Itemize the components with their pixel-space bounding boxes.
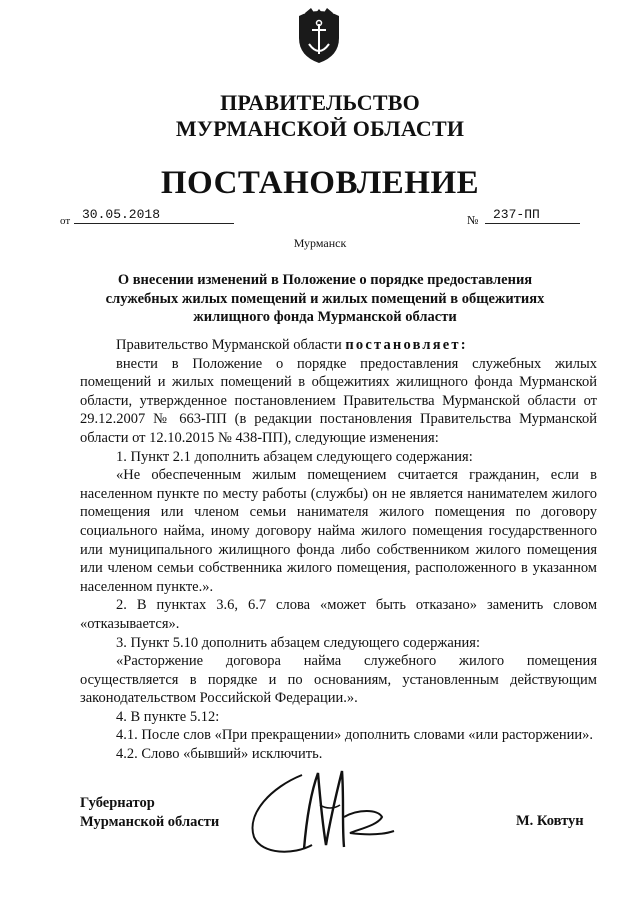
document-body <box>80 336 597 764</box>
paragraph-main: внести в Положение о порядке предоставления служебных жилых помещений и жилых помещений в общежитиях жилищного фонда Мурманской области, утвержденное постановлением Правительства Мурманской области от 29.12.2007 № 663-ПП (в редакции постановления Правительства Мурманской области от 12.10.2015 № 438-ПП), следующие изменения: <box>80 355 597 446</box>
intro-paragraph <box>80 336 597 355</box>
item-4: 4. В пункте 5.12: <box>116 708 220 725</box>
intro-prefix: Правительство Мурманской области <box>116 337 346 353</box>
document-subject <box>90 271 560 327</box>
subject-line-2: служебных жилых помещений и жилых помещений в общежитиях <box>105 290 545 307</box>
quote-1: «Не обеспеченным жилым помещением считается гражданин, если в населенном пункте по месту работы (службы) он не является нанимателем жилого помещения или членом семьи нанимателя жилого помещения по договору социального найма, иному договору найма жилого помещения государственного или муниципального жилищного фонда либо собственником жилого помещения или членом семьи собственника жилого помещения, расположенного в указанном населенном пункте.». <box>80 467 597 595</box>
subject-line-3: жилищного фонда Мурманской области <box>193 309 457 325</box>
coat-of-arms-icon <box>297 8 341 64</box>
intro-verb: постановляет: <box>345 337 468 353</box>
organization-name <box>0 90 640 142</box>
signatory-title <box>80 794 219 832</box>
item-4-1: 4.1. После слов «При прекращении» дополнить словами «или расторжении». <box>116 727 594 744</box>
signatory-title-line-2: Мурманской области <box>80 814 220 830</box>
item-4-2: 4.2. Слово «бывший» исключить. <box>116 746 323 763</box>
org-line-1: ПРАВИТЕЛЬСТВО <box>220 90 420 115</box>
handwritten-signature <box>232 765 422 857</box>
signatory-name: М. Ковтун <box>516 813 584 829</box>
org-line-2: МУРМАНСКОЙ ОБЛАСТИ <box>175 116 465 141</box>
document-type: ПОСТАНОВЛЕНИЕ <box>160 165 480 201</box>
document-meta-row <box>60 207 580 229</box>
city: Мурманск <box>293 236 347 250</box>
subject-line-1: О внесении изменений в Положение о порядке предоставления <box>117 272 533 288</box>
item-2: 2. В пунктах 3.6, 6.7 слова «может быть отказано» заменить словом «отказывается». <box>80 597 597 632</box>
item-3: 3. Пункт 5.10 дополнить абзацем следующего содержания: <box>116 634 480 651</box>
quote-3: «Расторжение договора найма служебного жилого помещения осуществляется в порядке и по основаниям, установленным действующим законодательством Российской Федерации.». <box>80 653 597 707</box>
signatory-title-line-1: Губернатор <box>80 795 155 811</box>
number-label: № <box>467 213 479 227</box>
date-label: от <box>60 215 71 227</box>
item-1: 1. Пункт 2.1 дополнить абзацем следующего содержания: <box>116 448 473 465</box>
document-number: 237-ПП <box>485 207 580 224</box>
document-date: 30.05.2018 <box>74 207 234 224</box>
